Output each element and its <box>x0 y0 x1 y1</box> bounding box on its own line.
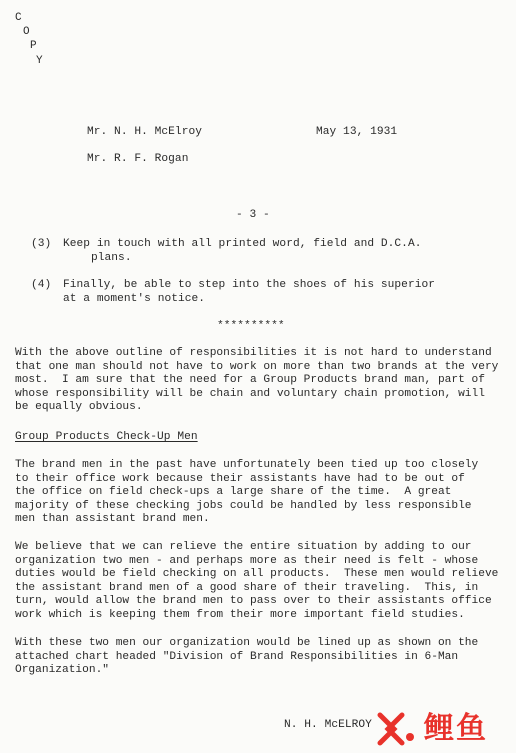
section-heading: Group Products Check-Up Men <box>15 431 198 443</box>
paragraph-line: organization two men - and perhaps more as their need is felt - whose <box>15 554 479 567</box>
paragraph-line: to their office work because their assistants have had to be out of <box>15 472 465 485</box>
paragraph-brand-men <box>15 459 478 527</box>
list-item-number: (3) <box>31 238 52 250</box>
paragraph-line: Organization." <box>15 664 109 677</box>
list-item-line: Keep in touch with all printed word, field and D.C.A. <box>63 238 422 250</box>
paragraph-line: majority of these checking jobs could be handled by less responsible <box>15 499 472 512</box>
addressee-2: Mr. R. F. Rogan <box>87 153 189 165</box>
paragraph-line: the assistant brand men of a good share of their traveling. This, in <box>15 581 479 594</box>
paragraph-line: duties would be field checking on all products. These men would relieve <box>15 568 499 581</box>
paragraph-responsibilities <box>15 347 498 415</box>
paragraph-organization-chart <box>15 637 478 678</box>
copy-letter-c: C <box>15 12 22 24</box>
paragraph-line: the office on field check-ups a large share of the time. A great <box>15 486 452 499</box>
list-item-line: Finally, be able to step into the shoes of his superior <box>63 279 435 291</box>
page-number: - 3 - <box>236 209 270 221</box>
paragraph-line: turn, would allow the brand men to pass over to their assistants office <box>15 595 492 608</box>
paragraph-line: be equally obvious. <box>15 401 143 414</box>
copy-letter-o: O <box>23 26 30 38</box>
list-item-line: at a moment's notice. <box>63 293 206 305</box>
paragraph-line: that one man should not have to work on more than two brands at the very <box>15 360 499 373</box>
paragraph-line: With the above outline of responsibilities it is not hard to understand <box>15 347 492 359</box>
addressee-1: Mr. N. H. McElroy <box>87 126 202 138</box>
paragraph-line: With these two men our organization would be lined up as shown on the <box>15 637 479 649</box>
list-item-number: (4) <box>31 279 52 291</box>
paragraph-line: attached chart headed "Division of Brand Responsibilities in 6-Man <box>15 650 459 663</box>
paragraph-line: whose responsibility will be chain and voluntary chain promotion, will <box>15 387 485 400</box>
copy-letter-p: P <box>30 40 37 52</box>
copy-letter-y: Y <box>36 55 43 67</box>
paragraph-line: We believe that we can relieve the entire situation by adding to our <box>15 541 472 553</box>
watermark-logo <box>372 709 510 749</box>
paragraph-line: work which is keeping them from their more important field studies. <box>15 608 465 621</box>
asterisk-separator: ********** <box>217 320 285 332</box>
paragraph-line: most. I am sure that the need for a Group Products brand man, part of <box>15 374 485 387</box>
paragraph-line: The brand men in the past have unfortunately been tied up too closely <box>15 459 479 471</box>
watermark-text: 鲤鱼 <box>424 711 488 746</box>
paragraph-relieve-situation <box>15 541 498 623</box>
letter-date: May 13, 1931 <box>316 126 398 138</box>
list-item-line: plans. <box>91 252 132 264</box>
paragraph-line: men than assistant brand men. <box>15 513 210 526</box>
signature: N. H. McELROY <box>284 719 372 731</box>
